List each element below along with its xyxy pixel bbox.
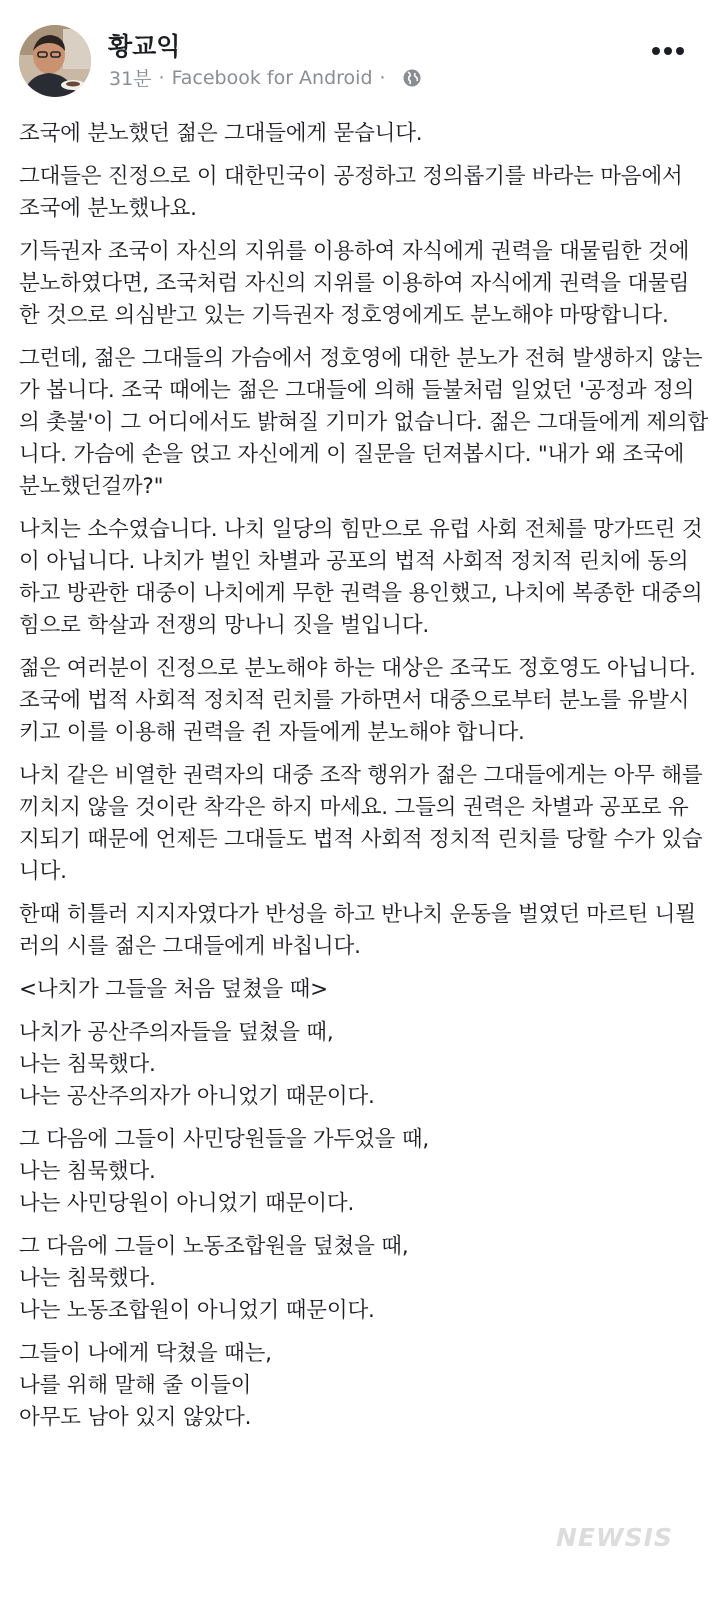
meta-separator: ·: [379, 66, 386, 89]
profile-photo: [19, 25, 91, 97]
post-paragraph: 젊은 여러분이 진정으로 분노해야 하는 대상은 조국도 정호영도 아닙니다. 조국에 법적 사회적 정치적 린치를 가하면서 대중으로부터 분노를 유발시키고 이를 이용해 권력을 쥔 자들에게 분노해야 합니다.: [19, 656, 703, 745]
poem-title: <나치가 그들을 처음 덮쳤을 때>: [19, 977, 328, 1002]
author-avatar[interactable]: [19, 25, 91, 97]
post-paragraph: 그런데, 젊은 그대들의 가슴에서 정호영에 대한 분노가 전혀 발생하지 않는가 봅니다. 조국 때에는 젊은 그대들에 의해 들불처럼 일었던 '공정과 정의의 촛불'이 그 어디에서도 밝혀질 기미가 없습니다. 젊은 그대들에게 제의합니다. 가슴에 손을 얹고 자신에게 이 질문을 던져봅시다. "내가 왜 조국에 분노했던걸까?": [19, 346, 709, 499]
globe-icon: [402, 68, 422, 88]
post-source: Facebook for Android: [171, 66, 373, 89]
poem-stanza: 그들이 나에게 닥쳤을 때는, 나를 위해 말해 줄 이들이 아무도 남아 있지 않았다.: [19, 1341, 272, 1430]
post-meta: [109, 64, 422, 91]
post-paragraph: 한때 히틀러 지지자였다가 반성을 하고 반나치 운동을 벌였던 마르틴 니묄러의 시를 젊은 그대들에게 바칩니다.: [19, 902, 696, 959]
more-options-icon: [646, 38, 690, 64]
post-paragraph: 나치 같은 비열한 권력자의 대중 조작 행위가 젊은 그대들에게는 아무 해를 끼치지 않을 것이란 착각은 하지 마세요. 그들의 권력은 차별과 공포로 유지되기 때문에 언제든 그대들도 법적 사회적 정치적 린치를 당할 수가 있습니다.: [19, 763, 710, 884]
meta-separator: ·: [158, 66, 165, 89]
poem-stanza: 나치가 공산주의자들을 덮쳤을 때, 나는 침묵했다. 나는 공산주의자가 아니었기 때문이다.: [19, 1020, 375, 1109]
more-options-button[interactable]: [646, 38, 690, 64]
post-time[interactable]: 31분: [109, 68, 152, 90]
post-paragraph: 그대들은 진정으로 이 대한민국이 공정하고 정의롭기를 바라는 마음에서 조국에 분노했나요.: [19, 164, 690, 221]
post-paragraph: 나치는 소수였습니다. 나치 일당의 힘만으로 유럽 사회 전체를 망가뜨린 것이 아닙니다. 나치가 벌인 차별과 공포의 법적 사회적 정치적 린치에 동의하고 방관한 대중이 나치에게 무한 권력을 용인했고, 나치에 복종한 대중의 힘으로 학살과 전쟁의 망나니 짓을 벌입니다.: [19, 517, 710, 638]
poem-stanza: 그 다음에 그들이 노동조합원을 덮쳤을 때, 나는 침묵했다. 나는 노동조합원이 아니었기 때문이다.: [19, 1234, 409, 1323]
newsis-watermark: NEWSIS: [556, 1523, 673, 1552]
post-body: [19, 118, 709, 1445]
post-header: [0, 0, 720, 104]
post-paragraph: 기득권자 조국이 자신의 지위를 이용하여 자식에게 권력을 대물림한 것에 분노하였다면, 조국처럼 자신의 지위를 이용하여 자식에게 권력을 대물림한 것으로 의심받고 있는 기득권자 정호영에게도 분노해야 마땅합니다.: [19, 239, 696, 328]
author-name[interactable]: 황교익: [108, 32, 181, 61]
poem-stanza: 그 다음에 그들이 사민당원들을 가두었을 때, 나는 침묵했다. 나는 사민당원이 아니었기 때문이다.: [19, 1127, 430, 1216]
post-paragraph: 조국에 분노했던 젊은 그대들에게 묻습니다.: [19, 121, 423, 146]
